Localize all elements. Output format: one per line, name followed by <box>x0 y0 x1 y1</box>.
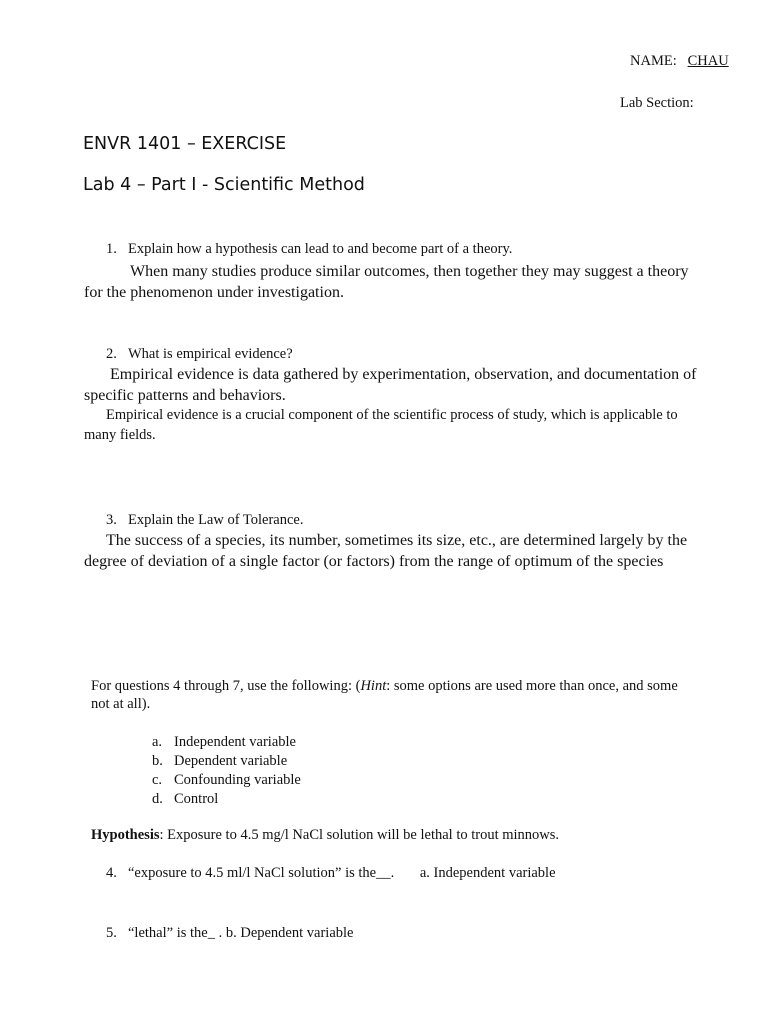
question-4: 4. “exposure to 4.5 ml/l NaCl solution” is the__. a. Independent variable <box>106 865 556 881</box>
answer-blank[interactable]: _ <box>207 925 215 941</box>
name-label: NAME: <box>630 53 677 69</box>
question-5: 5. “lethal” is the_ . b. Dependent variable <box>106 925 354 941</box>
question-1-prompt: 1. Explain how a hypothesis can lead to and become part of a theory. <box>106 241 513 257</box>
name-line <box>630 53 729 70</box>
lab-title: Lab 4 – Part I - Scientific Method <box>83 175 365 195</box>
question-2-answer-extra: Empirical evidence is a crucial component of the scientific process of study, which is applicable to many fields. <box>84 407 678 443</box>
question-3-answer: The success of a species, its number, sometimes its size, etc., are determined largely by the degree of deviation of a single factor (or factors) from the range of optimum of the species <box>84 532 688 570</box>
course-title: ENVR 1401 – EXERCISE <box>83 134 287 154</box>
name-value: CHAU <box>687 53 729 69</box>
option-item: b. Dependent variable <box>152 753 288 769</box>
hypothesis: Hypothesis: Exposure to 4.5 mg/l NaCl solution will be lethal to trout minnows. <box>91 827 560 843</box>
instructions: For questions 4 through 7, use the following: (Hint: some options are used more than once, and some not at all). <box>91 678 678 712</box>
question-2-answer: Empirical evidence is data gathered by experimentation, observation, and documentation of specific patterns and behaviors. <box>84 366 697 404</box>
answer-blank[interactable]: __ <box>376 865 391 881</box>
question-4-answer: a. Independent variable <box>419 865 556 881</box>
question-3-prompt: 3. Explain the Law of Tolerance. <box>106 512 304 528</box>
hypothesis-label: Hypothesis <box>91 827 160 843</box>
hint-word: Hint <box>360 678 387 694</box>
option-item: a. Independent variable <box>152 734 296 750</box>
lab-section-label: Lab Section: <box>620 95 694 111</box>
option-item: d. Control <box>152 791 219 807</box>
option-item: c. Confounding variable <box>152 772 301 788</box>
question-2-prompt: 2. What is empirical evidence? <box>106 346 293 362</box>
options-list <box>152 733 301 809</box>
question-1-answer: When many studies produce similar outcomes, then together they may suggest a theory for the phenomenon under investigation. <box>84 263 689 301</box>
